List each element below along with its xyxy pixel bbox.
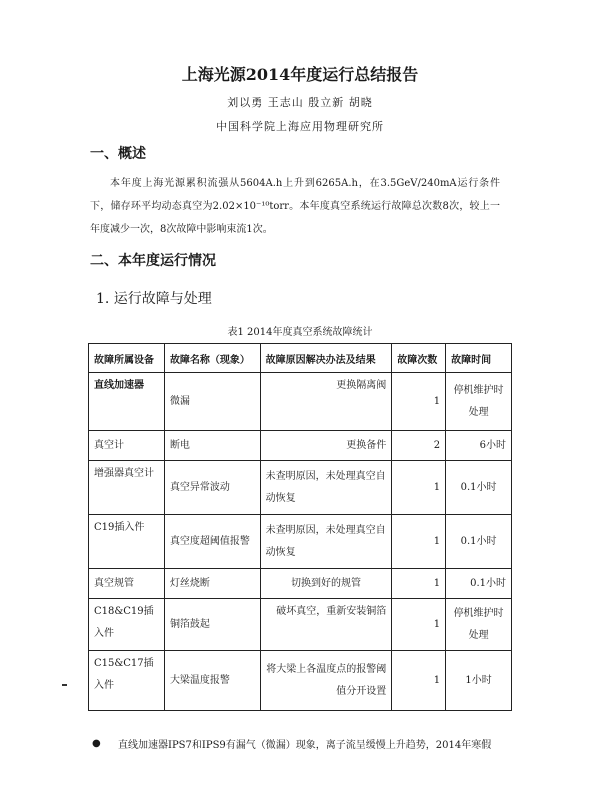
cell-time: 停机维护时处理 [446,373,512,431]
cell-equipment: 直线加速器 [89,373,165,431]
cell-equipment: C15&C17插入件 [89,651,165,711]
cell-cause: 将大梁上各温度点的报警阈值分开设置 [260,651,392,711]
section-1-heading: 一、概述 [90,146,146,162]
subsection-heading: 1. 运行故障与处理 [96,291,212,307]
table-row [89,515,512,569]
table-row [89,599,512,651]
header-fault-count: 故障次数 [392,344,446,373]
cell-cause: 未查明原因，未处理真空自动恢复 [260,515,392,569]
table-row [89,569,512,599]
cell-count: 2 [392,431,446,461]
table-caption: 表1 2014年度真空系统故障统计 [227,327,373,338]
header-fault-time: 故障时间 [446,344,512,373]
cell-count: 1 [392,599,446,651]
table-row [89,651,512,711]
header-fault-name: 故障名称（现象） [164,344,260,373]
affiliation-line: 中国科学院上海应用物理研究所 [216,120,384,133]
cell-count: 1 [392,569,446,599]
cell-fault-name: 微漏 [164,373,260,431]
cell-cause: 更换隔离阀 [260,373,392,431]
authors-line: 刘以勇 王志山 殷立新 胡晓 [227,96,373,109]
bullet-text: 直线加速器IPS7和IPS9有漏气（微漏）现象，离子流呈缓慢上升趋势，2014年寒假 [118,740,492,751]
table-header-row [89,344,512,373]
cell-time: 停机维护时处理 [446,599,512,651]
cell-fault-name: 断电 [164,431,260,461]
cell-time: 0.1小时 [446,569,512,599]
table-row [89,431,512,461]
overview-paragraph: 本年度上海光源累积流强从5604A.h上升到6265A.h，在3.5GeV/240mA运行条件下，储存环平均动态真空为2.02×10⁻¹⁰torr。本年度真空系统运行故障总次数8次，较上一年度减少一次，8次故障中影响束流1次。 [90,178,500,235]
cell-equipment: 增强器真空计 [89,461,165,515]
table-row [89,373,512,431]
cell-fault-name: 真空度超阈值报警 [164,515,260,569]
cell-fault-name: 真空异常波动 [164,461,260,515]
scan-speck [62,684,67,686]
cell-cause: 更换备件 [260,431,392,461]
cell-time: 6小时 [446,431,512,461]
cell-count: 1 [392,461,446,515]
cell-count: 1 [392,515,446,569]
section-2-heading: 二、本年度运行情况 [90,253,216,269]
cell-fault-name: 铜箔鼓起 [164,599,260,651]
cell-equipment: C18&C19插入件 [89,599,165,651]
cell-equipment: 真空计 [89,431,165,461]
cell-time: 0.1小时 [446,461,512,515]
document-title: 上海光源2014年度运行总结报告 [181,65,419,84]
cell-fault-name: 大梁温度报警 [164,651,260,711]
cell-equipment: 真空规管 [89,569,165,599]
bullet-dot: ● [92,738,101,749]
header-equipment: 故障所属设备 [89,344,165,373]
cell-cause: 破坏真空，重新安装铜箔 [260,599,392,651]
cell-count: 1 [392,373,446,431]
header-cause-solution: 故障原因解决办法及结果 [260,344,392,373]
cell-count: 1 [392,651,446,711]
cell-fault-name: 灯丝烧断 [164,569,260,599]
cell-cause: 未查明原因，未处理真空自动恢复 [260,461,392,515]
table-row [89,461,512,515]
cell-time: 1小时 [446,651,512,711]
fault-statistics-table [88,343,512,711]
cell-time: 0.1小时 [446,515,512,569]
cell-equipment: C19插入件 [89,515,165,569]
cell-cause: 切换到好的规管 [260,569,392,599]
